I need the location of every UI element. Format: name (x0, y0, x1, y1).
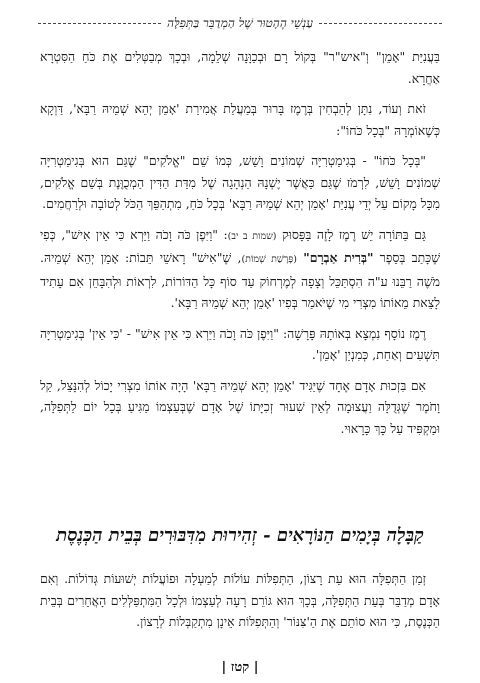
paragraph-3: "בְּכָל כֹּחוֹ" - בְּגִימַטְרִיָּה שְׁמוֹנִים וָשֵׁשׁ, כְּמוֹ שֵׁם "אֱלֹקִים" שֶׁגַּם הוּא בְּגִימַטְרִיָּה שְׁמוֹנִים וָשֵׁשׁ, לִרְמֹז שֶׁגַּם כַּאֲשֶׁר יֶשְׁנָהּ הַנְהָגָה שֶׁל מִדַּת הַדִּין הַמְכֻוֶּנֶת בְּשֵׁם אֱלֹקִים, מִכָּל מָקוֹם עַל יְדֵי עֲנִיַּת 'אָמֵן יְהֵא שְׁמֵיהּ רַבָּא' בְּכָל כֹּחַ, מִתְהַפֵּךְ הַכֹּל לְטוֹבָה וּלְרַחֲמִים. (40, 153, 440, 211)
section-paragraph-1: זְמַן הַתְּפִלָּה הוּא עֵת רָצוֹן, הַתְּפִלּוֹת עוֹלוֹת לְמַעְלָה וּפוֹעֲלוֹת יְשׁוּעוֹת גְּדוֹלוֹת. וְאִם אָדָם מְדַבֵּר בְּעֵת הַתְּפִלָּה, בְּכָךְ הוּא גּוֹרֵם רָעָה לְעַצְמוֹ וּלְכָל הַמִּתְפַּלְּלִים הָאֲחֵרִים בְּבֵית הַכְּנֶסֶת, כִּי הוּא סוֹתֵם אֶת הַ'צִּנּוֹר' וְהַתְּפִלּוֹת אֵינָן מִתְקַבְּלוֹת לְרָצוֹן. (40, 571, 440, 629)
paragraph-1: בַּעֲנִיַּת "אָמֵן" וְ"איש"ר" בְּקוֹל רָם וּבְכַוָּנָה שְׁלֵמָה, וּבְכָךְ מְבַטְּלִים אֶת כֹּחַ הַסִּטְרָא אַחֲרָא. (40, 49, 440, 86)
running-header-title: עַנְשֵׁי הֶהָטוּר שֶׁל הַמְדַבֵּר בַּתְּפִלָּה (166, 15, 314, 30)
running-header (38, 14, 442, 32)
page-number: | קטז | (221, 660, 259, 675)
section-text (40, 568, 440, 642)
paragraph-5: רֶמֶז נוֹסָף נִמְצָא בְּאוֹתָהּ פָּרָשָׁה: "וַיִּפֶן כֹּה וָכֹה וַיַּרְא כִּי אֵין אִישׁ" - 'כִּי אֵין' בְּגִימַטְרִיָּה תִּשְׁעִים וְאַחַת, כְּמִנְיַן 'אָמֵן'. (40, 325, 440, 362)
paragraph-4 (40, 224, 440, 314)
source-reference-2: (פָּרָשַׁת שְׁמוֹת) (241, 254, 297, 265)
source-reference-1: (שמות ב יב) (227, 230, 277, 242)
section-title: קַבָּלָה בְּיָמִים הַנּוֹרָאִים - זְהִירוּת מִדִּבּוּרִים בְּבֵית הַכְּנֶסֶת (56, 524, 424, 546)
paragraph-4-part-a: גַּם בַּתּוֹרָה יֵשׁ רֶמֶז לָזֶה בַּפָּסוּק (282, 226, 426, 242)
paragraph-4-part-b: : "וַיִּפֶן כֹּה וָכֹה וַיַּרְא כִּי אֵין אִישׁ", כְּפִי שֶׁכָּתַב בְּסֵפֶר (40, 226, 440, 265)
header-rule-right (319, 23, 442, 24)
book-title: "בְּרִית אַבְרָם" (303, 250, 374, 265)
paragraph-2: זֹאת וְעוֹד, נִתָּן לְהַבְחִין בְּרֶמֶז בָּרוּר בְּמַעֲלַת אֲמִירַת 'אָמֵן יְהֵא שְׁמֵיהּ רַבָּא', דַּוְקָא כְּשֶׁאוֹמְרָהּ "בְּכָל כֹּחוֹ": (40, 101, 440, 138)
main-text (40, 46, 440, 446)
paragraph-6: אִם בִּזְכוּת אָדָם אֶחָד שֶׁיַּגִּיד 'אָמֵן יְהֵא שְׁמֵיהּ רַבָּא' הָיָה אוֹתוֹ מִצְרִי יָכוֹל לְהִנָּצֵל, קַל וָחֹמֶר שֶׁגְּדֻלָּה וַעֲצוּמָה לְאֵין שִׁעוּר זְכִיָּתוֹ שֶׁל אָדָם שֶׁבְּעַצְמוֹ מַגִּיעַ בְּכָל יוֹם לַתְּפִלָּה, וּמַקְפִּיד עַל כָּךְ כָּרָאוּי. (40, 377, 440, 436)
header-rule-left (38, 23, 161, 24)
paragraph-4-part-c: , שֶׁ"אִישׁ" רָאשֵׁי תֵּבוֹת: אָמֵן יְהֵא שְׁמֵיהּ. מֹשֶׁה רַבֵּנוּ ע"ה הִסְתַּכֵּל וְצָפָה לְמֶרְחוֹק עַד סוֹף כָּל הַדּוֹרוֹת, לִרְאוֹת וּלְהִבָּחֵן אִם עָתִיד לָצֵאת מֵאוֹתוֹ מִצְרִי מִי שֶׁיֹּאמַר בְּפִיו 'אָמֵן יְהֵא שְׁמֵיהּ רַבָּא'. (40, 250, 440, 310)
